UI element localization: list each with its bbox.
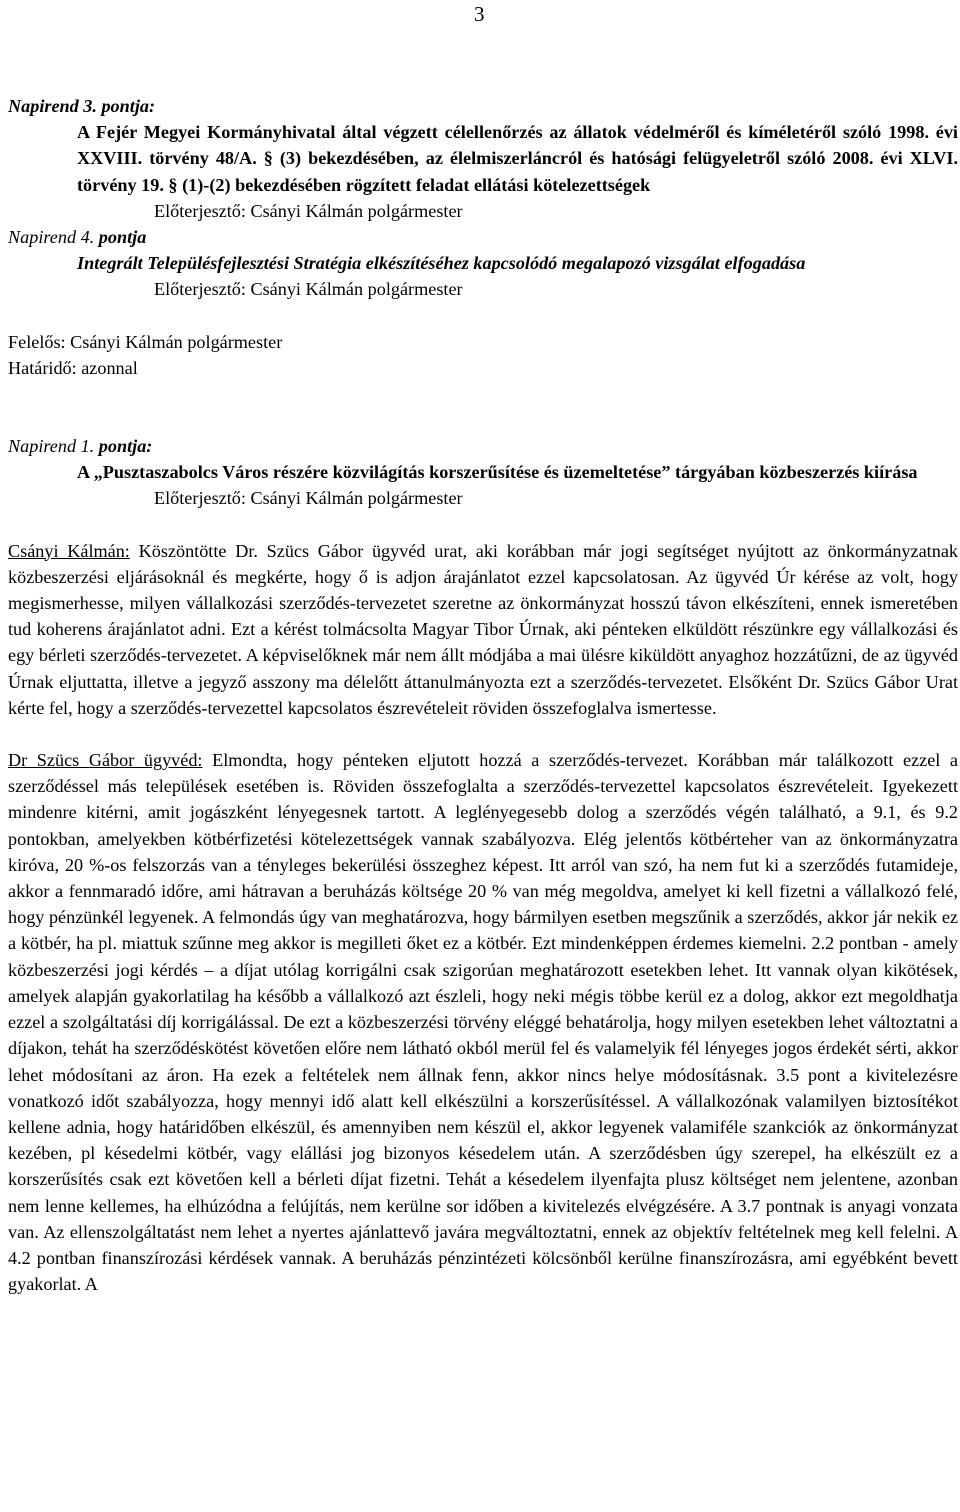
document-body	[8, 93, 958, 1297]
agenda-item-4-heading-rest: pontja	[94, 227, 147, 248]
page-number: 3	[474, 2, 485, 26]
agenda-item-3-text: A Fejér Megyei Kormányhivatal által végzett célellenőrzés az állatok védelméről és kíméletéről szóló 1998. évi XXVIII. törvény 48/A. § (3) bekezdésében, az élelmiszerláncról és hatósági felügyeletről szóló 2008. évi XLVI. törvény 19. § (1)-(2) bekezdésében rögzített feladat ellátási kötelezettségek	[77, 122, 958, 195]
responsible: Felelős: Csányi Kálmán polgármester	[8, 331, 283, 352]
agenda-item-4-heading-prefix: Napirend 4.	[8, 227, 95, 248]
speaker-name: Dr Szücs Gábor ügyvéd:	[8, 750, 203, 771]
speech-paragraph-2	[8, 747, 958, 1297]
speaker-name: Csányi Kálmán:	[8, 540, 130, 561]
agenda-item-1-presenter: Előterjesztő: Csányi Kálmán polgármester	[154, 488, 463, 509]
deadline: Határidő: azonnal	[8, 357, 138, 378]
agenda-item-1-heading-rest: pontja:	[94, 436, 153, 457]
speech-text: Köszöntötte Dr. Szücs Gábor ügyvéd urat, aki korábban már jogi segítséget nyújtott az önkormányzatnak közbeszerzési eljárásoknál és megkérte, hogy ő is adjon árajánlatot ezzel kapcsolatosan. Az ügyvéd Úr kérése az volt, hogy megismerhesse, milyen vállalkozási szerződés-tervezetet szeretne az önkormányzat hosszú távon elkészíteni, ennek ismeretében tud koherens árajánlatot adni. Ezt a kérést tolmácsolta Magyar Tibor Úrnak, aki pénteken elküldött részünkre egy vállalkozási és egy bérleti szerződés-tervezetet. A képviselőknek már nem állt módjába a mai ülésre kiküldött anyaghoz hozzátűzni, de az ügyvéd Úrnak eljuttatta, illetve a jegyző asszony ma délelőtt áttanulmányozta ezt a szerződés-tervezetet. Elsőként Dr. Szücs Gábor Urat kérte fel, hogy a szerződés-tervezettel kapcsolatos észrevételeit röviden összefoglalva ismertesse.	[8, 540, 958, 718]
speech-paragraph-1	[8, 538, 958, 721]
agenda-item-3-heading: Napirend 3. pontja:	[8, 96, 156, 116]
speech-text: Elmondta, hogy pénteken eljutott hozzá a szerződés-tervezet. Korábban már találkozott ezzel a szerződéssel más települések esetében is. Röviden összefoglalta a szerződés-tervezettel kapcsolatos észrevételeit. Igyekezett mindenre kitérni, amit jogászként lényegesnek tartott. A leglényegesebb dolog a szerződés végén található, a 9.1, és 9.2 pontokban, amelyekben kötbérfizetési kötelezettségek vannak szabályozva. Elég jelentős kötbérteher van az önkormányzatra kiróva, 20 %-os felszorzás van a tényleges bekerülési összeghez képest. Itt arról van szó, ha nem fut ki a szerződés futamideje, akkor a fennmaradó időre, ami hátravan a beruházás költsége 20 % van még megoldva, amelyet ki kell fizetni a vállalkozó felé, hogy pénzünkél legyenek. A felmondás úgy van meghatározva, hogy bármilyen esetben megszűnik a szerződés, akkor jár nekik ez a kötbér, ha pl. miattuk szűnne meg akkor is megilleti őket ez a kötbér. Ezt mindenképpen érdemes kiemelni. 2.2 pontban - amely közbeszerzési jogi kérdés – a díjat utólag korrigálni csak szigorúan meghatározott esetekben lehet. Itt vannak olyan kikötések, amelyek alapján gyakorlatilag ha később a vállalkozó azt észleli, hogy neki mégis többe kerül ez a dolog, akkor ezt megoldhatja ezzel a szolgáltatási díj korrigálással. De ezt a közbeszerzési törvény eléggé behatárolja, hogy milyen esetekben lehet változtatni a díjakon, tehát ha szerződéskötést követően előre nem látható okból merül fel és valamelyik fél lényeges jogos érdekét sérti, akkor lehet módosítani az áron. Ha ezek a feltételek nem állnak fenn, akkor nincs helye módosításnak. 3.5 pont a kivitelezésre vonatkozó időt szabályozza, hogy mennyi idő alatt kell elkészülni a korszerűsítéssel. A vállalkozónak valamilyen biztosítékot kellene adnia, hogy határidőben elkészül, és amennyiben nem készül el, akkor legyenek valamiféle szankciók az önkormányzat kezében, pl késedelmi kötbér, vagy elállási jog bizonyos késedelem után. A szerződésben úgy szerepel, ha elkészült ez a korszerűsítés csak ezt követően kell a bérleti díjat fizetni. Tehát a késedelem ilyenfajta plusz költséget nem jelentene, azonban nem lenne kellemes, ha elhúzódna a felújítás, nem kerülne sor időben a kivitelezés elvégzésére. A 3.7 pontnak is anyagi vonzata van. Az ellenszolgáltatást nem lehet a nyertes ajánlattevő javára megváltoztatni, ennek az objektív feltételnek meg kell felelni. A 4.2 pontban finanszírozási kérdések vannak. A beruházás pénzintézeti kölcsönből kerülne finanszírozásra, ami egyébként bevett gyakorlat. A	[8, 750, 959, 1295]
agenda-item-1-heading-prefix: Napirend 1.	[8, 436, 95, 457]
agenda-item-1-text: A „Pusztaszabolcs Város részére közvilágítás korszerűsítése és üzemeltetése” tárgyában közbeszerzés kiírása	[77, 462, 918, 483]
agenda-item-1-heading	[8, 433, 958, 459]
agenda-item-4-text: Integrált Településfejlesztési Stratégia elkészítéséhez kapcsolódó megalapozó vizsgálat elfogadása	[77, 253, 806, 274]
agenda-item-3-presenter: Előterjesztő: Csányi Kálmán polgármester	[154, 200, 463, 221]
agenda-item-4-presenter: Előterjesztő: Csányi Kálmán polgármester	[154, 279, 463, 300]
agenda-item-4-heading	[8, 224, 958, 250]
